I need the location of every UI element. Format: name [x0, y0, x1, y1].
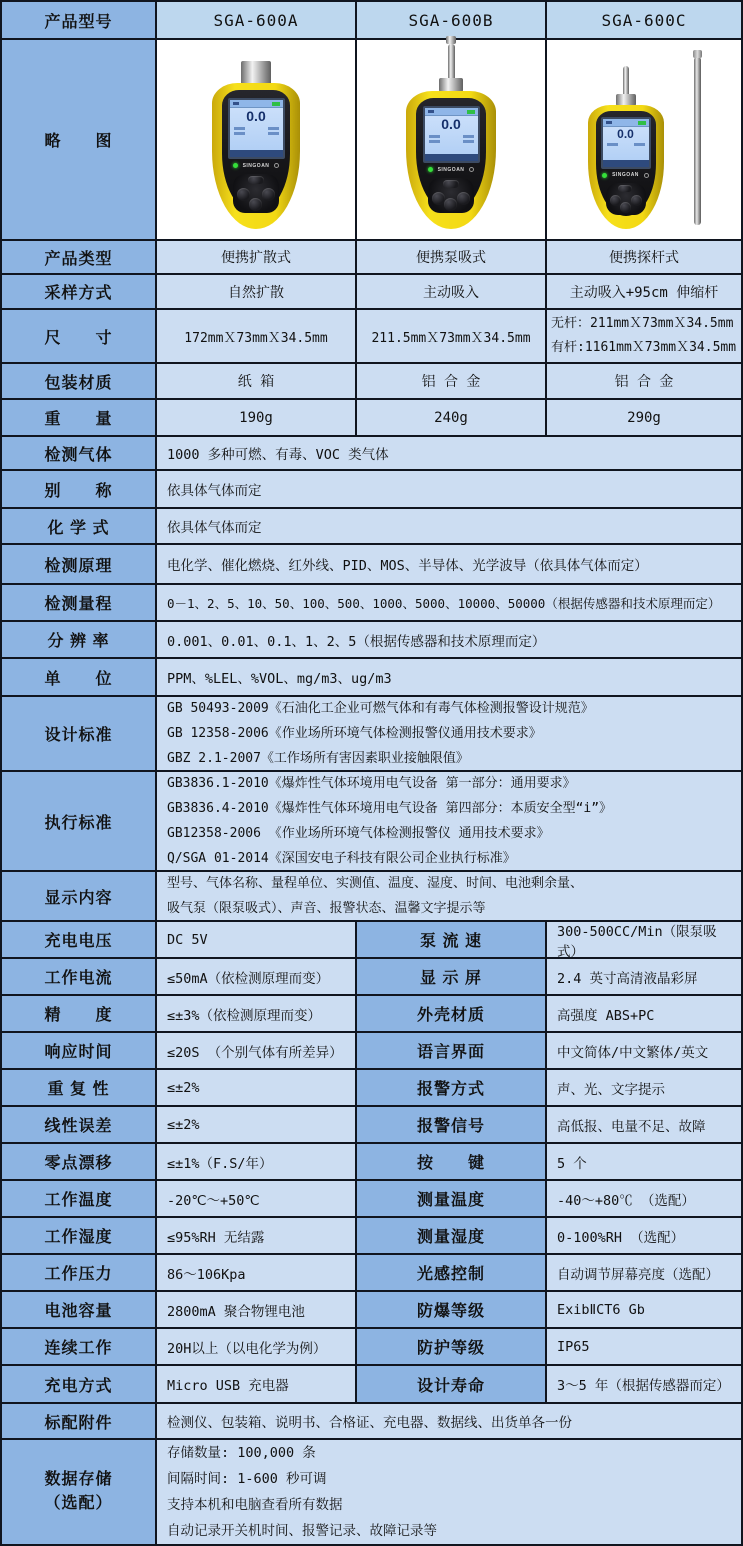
- table-row: [2, 872, 741, 922]
- row-label: 显示内容: [2, 872, 157, 920]
- right-button: [631, 195, 642, 206]
- table-row: [2, 545, 741, 585]
- row-label: 外壳材质: [357, 996, 547, 1031]
- row-value: DC 5V: [157, 922, 357, 957]
- screen-status-bar: [230, 100, 283, 108]
- device-panel: [416, 98, 486, 213]
- product-model-c: SGA-600C: [547, 2, 741, 38]
- row-value: 1000 多种可燃、有毒、VOC 类气体: [157, 437, 741, 469]
- row-value: ≤±3%（依检测原理而变）: [157, 996, 357, 1031]
- screen-date-bar: [425, 154, 478, 161]
- row-label: 产品型号: [2, 2, 157, 38]
- left-button: [610, 195, 621, 206]
- row-value: 3～5 年（根据传感器而定）: [547, 1366, 741, 1402]
- row-value: 依具体气体而定: [157, 471, 741, 507]
- row-value: 高低报、电量不足、故障: [547, 1107, 741, 1142]
- row-value: 300-500CC/Min（限泵吸式）: [547, 922, 741, 957]
- row-label: 设计标准: [2, 697, 157, 770]
- row-label: 响应时间: [2, 1033, 157, 1068]
- probe-tube: [623, 66, 629, 94]
- product-photo-sga600a: [157, 40, 357, 239]
- brand-label: SINGOAN: [437, 166, 465, 173]
- power-icon: [644, 173, 649, 178]
- device-panel: [596, 111, 656, 216]
- device-screen: [228, 98, 285, 159]
- row-value: 中文简体/中文繁体/英文: [547, 1033, 741, 1068]
- row-value: 211.5mmＸ73mmＸ34.5mm: [357, 310, 547, 362]
- row-value: ≤±2%: [157, 1107, 357, 1142]
- table-row: [2, 1440, 741, 1544]
- row-label: 报警方式: [357, 1070, 547, 1105]
- device-sga600c: [588, 66, 664, 229]
- row-value: ≤20S （个别气体有所差异）: [157, 1033, 357, 1068]
- row-value: ≤50mA（依检测原理而变）: [157, 959, 357, 994]
- table-row: [2, 1404, 741, 1440]
- row-label: 执行标准: [2, 772, 157, 870]
- row-value: IP65: [547, 1329, 741, 1364]
- button-cluster: [606, 183, 646, 215]
- row-label: 防护等级: [357, 1329, 547, 1364]
- row-value: GB3836.1-2010《爆炸性气体环境用电气设备 第一部分：通用要求》 GB3836.4-2010《爆炸性气体环境用电气设备 第四部分：本质安全型“i”》 GB12358-2006 《作业场所环境气体检测报警仪 通用技术要求》 Q/SGA 01-2014《深国安电子科技有限公司企业执行标准》: [157, 772, 741, 870]
- menu-button: [618, 185, 632, 192]
- device-screen: [423, 106, 480, 163]
- power-icon: [469, 167, 474, 172]
- row-value: 190g: [157, 400, 357, 435]
- table-row: [2, 697, 741, 772]
- row-value: 便携泵吸式: [357, 241, 547, 273]
- battery-icon: [638, 121, 646, 125]
- power-icon: [274, 163, 279, 168]
- row-value: ≤±1%（F.S/年）: [157, 1144, 357, 1179]
- device-screen: [601, 117, 651, 169]
- row-label: 电池容量: [2, 1292, 157, 1327]
- row-label: 工作温度: [2, 1181, 157, 1216]
- led-indicator: [428, 167, 433, 172]
- row-value: 主动吸入: [357, 275, 547, 308]
- table-row: [2, 1218, 741, 1255]
- telescopic-rod: [694, 57, 701, 225]
- row-label: 数据存储 （选配）: [2, 1440, 157, 1544]
- row-value: Micro USB 充电器: [157, 1366, 357, 1402]
- row-value: 0-100%RH （选配）: [547, 1218, 741, 1253]
- screen-date-bar: [603, 160, 649, 167]
- product-model-b: SGA-600B: [357, 2, 547, 38]
- row-label: 化 学 式: [2, 509, 157, 543]
- table-row: [2, 509, 741, 545]
- row-value: 86～106Kpa: [157, 1255, 357, 1290]
- row-label: 按 键: [357, 1144, 547, 1179]
- row-value: 290g: [547, 400, 741, 435]
- table-row: [2, 2, 741, 40]
- row-value: 存储数量: 100,000 条 间隔时间: 1-600 秒可调 支持本机和电脑查看所有数据 自动记录开关机时间、报警记录、故障记录等: [157, 1440, 741, 1544]
- row-value: 172mmＸ73mmＸ34.5mm: [157, 310, 357, 362]
- row-value: 电化学、催化燃烧、红外线、PID、MOS、半导体、光学波导（依具体气体而定）: [157, 545, 741, 583]
- row-value: 便携扩散式: [157, 241, 357, 273]
- table-row: [2, 437, 741, 471]
- enter-button: [444, 198, 457, 211]
- table-row: [2, 1329, 741, 1366]
- device-panel: [222, 90, 290, 213]
- row-value: 高强度 ABS+PC: [547, 996, 741, 1031]
- table-row: [2, 1144, 741, 1181]
- table-row: [2, 659, 741, 697]
- battery-icon: [272, 102, 280, 106]
- table-row: [2, 772, 741, 872]
- row-value: -40～+80℃ （选配）: [547, 1181, 741, 1216]
- device-shell: [212, 83, 300, 229]
- row-label: 检测气体: [2, 437, 157, 469]
- rod-tip: [693, 50, 702, 58]
- row-value: 20H以上（以电化学为例）: [157, 1329, 357, 1364]
- row-label: 检测量程: [2, 585, 157, 620]
- product-model-a: SGA-600A: [157, 2, 357, 38]
- row-value: 自动调节屏幕亮度（选配）: [547, 1255, 741, 1290]
- enter-button: [249, 198, 262, 211]
- row-label: 零点漂移: [2, 1144, 157, 1179]
- table-row: [2, 364, 741, 400]
- row-value: 无杆：211mmＸ73mmＸ34.5mm 有杆:1161mmＸ73mmＸ34.5mm: [547, 310, 741, 362]
- row-label: 采样方式: [2, 275, 157, 308]
- menu-button: [248, 176, 264, 184]
- table-row: [2, 1292, 741, 1329]
- row-value: 5 个: [547, 1144, 741, 1179]
- table-row: [2, 275, 741, 310]
- table-row: [2, 1366, 741, 1404]
- row-label: 测量温度: [357, 1181, 547, 1216]
- row-label: 产品类型: [2, 241, 157, 273]
- row-value: 便携探杆式: [547, 241, 741, 273]
- row-label: 略 图: [2, 40, 157, 239]
- table-row: [2, 1181, 741, 1218]
- menu-button: [443, 180, 459, 188]
- row-label: 精 度: [2, 996, 157, 1031]
- product-photo-sga600b: [357, 40, 547, 239]
- table-row: [2, 1070, 741, 1107]
- row-value: ≤95%RH 无结露: [157, 1218, 357, 1253]
- row-value: 检测仪、包装箱、说明书、合格证、充电器、数据线、出货单各一份: [157, 1404, 741, 1438]
- right-button: [457, 192, 470, 205]
- row-value: GB 50493-2009《石油化工企业可燃气体和有毒气体检测报警设计规范》 GB 12358-2006《作业场所环境气体检测报警仪通用技术要求》 GBZ 2.1-2007《工作场所有害因素职业接触限值》: [157, 697, 741, 770]
- screen-reading: 0.0: [617, 127, 634, 141]
- led-indicator: [233, 163, 238, 168]
- table-row: [2, 959, 741, 996]
- row-value: 主动吸入+95cm 伸缩杆: [547, 275, 741, 308]
- row-label: 分 辨 率: [2, 622, 157, 657]
- table-row: [2, 622, 741, 659]
- device-sga600a: [212, 61, 300, 229]
- row-label: 显 示 屏: [357, 959, 547, 994]
- brand-label: SINGOAN: [612, 172, 639, 178]
- row-label: 单 位: [2, 659, 157, 695]
- row-label: 线性误差: [2, 1107, 157, 1142]
- screen-status-bar: [425, 108, 478, 116]
- row-value: 2800mA 聚合物锂电池: [157, 1292, 357, 1327]
- enter-button: [620, 202, 631, 213]
- table-row: [2, 922, 741, 959]
- device-sga600b: [406, 36, 496, 229]
- right-button: [262, 188, 275, 201]
- device-shell: [406, 91, 496, 229]
- product-photo-sga600c: [547, 40, 741, 239]
- table-row: [2, 1255, 741, 1292]
- row-value: 铝 合 金: [547, 364, 741, 398]
- row-value: 2.4 英寸高清液晶彩屏: [547, 959, 741, 994]
- button-cluster: [428, 178, 474, 213]
- screen-status-bar: [603, 119, 649, 127]
- brand-label: SINGOAN: [242, 162, 270, 169]
- probe-tube: [448, 44, 455, 78]
- row-value: 自然扩散: [157, 275, 357, 308]
- screen-date-bar: [230, 150, 283, 157]
- probe-tip: [446, 36, 456, 44]
- led-indicator: [602, 173, 607, 178]
- left-button: [237, 188, 250, 201]
- row-value: 240g: [357, 400, 547, 435]
- row-label: 别 称: [2, 471, 157, 507]
- row-label: 工作电流: [2, 959, 157, 994]
- row-label: 重 复 性: [2, 1070, 157, 1105]
- screen-reading: 0.0: [246, 108, 266, 124]
- table-row: [2, 585, 741, 622]
- row-label: 工作压力: [2, 1255, 157, 1290]
- row-value: 铝 合 金: [357, 364, 547, 398]
- row-value: ≤±2%: [157, 1070, 357, 1105]
- row-label: 包装材质: [2, 364, 157, 398]
- sensor-cap: [241, 61, 271, 85]
- row-label: 语言界面: [357, 1033, 547, 1068]
- table-row: [2, 1033, 741, 1070]
- table-row: [2, 241, 741, 275]
- row-label: 尺 寸: [2, 310, 157, 362]
- row-value: PPM、%LEL、%VOL、mg/m3、ug/m3: [157, 659, 741, 695]
- row-label: 设计寿命: [357, 1366, 547, 1402]
- table-row: [2, 40, 741, 241]
- row-label: 测量湿度: [357, 1218, 547, 1253]
- row-value: 0－1、2、5、10、50、100、500、1000、5000、10000、50000（根据传感器和技术原理而定）: [157, 585, 741, 620]
- battery-icon: [467, 110, 475, 114]
- button-cluster: [233, 174, 279, 213]
- row-label: 泵 流 速: [357, 922, 547, 957]
- table-row: [2, 471, 741, 509]
- row-label: 防爆等级: [357, 1292, 547, 1327]
- row-label: 充电方式: [2, 1366, 157, 1402]
- row-label: 报警信号: [357, 1107, 547, 1142]
- row-label: 检测原理: [2, 545, 157, 583]
- row-label: 连续工作: [2, 1329, 157, 1364]
- row-label: 充电电压: [2, 922, 157, 957]
- table-row: [2, 996, 741, 1033]
- table-row: [2, 1107, 741, 1144]
- row-label: 重 量: [2, 400, 157, 435]
- row-value: ExibⅡCT6 Gb: [547, 1292, 741, 1327]
- row-label: 工作湿度: [2, 1218, 157, 1253]
- row-value: 0.001、0.01、0.1、1、2、5（根据传感器和技术原理而定）: [157, 622, 741, 657]
- row-value: 声、光、文字提示: [547, 1070, 741, 1105]
- row-label: 标配附件: [2, 1404, 157, 1438]
- row-value: -20℃～+50℃: [157, 1181, 357, 1216]
- row-value: 型号、气体名称、量程单位、实测值、温度、湿度、时间、电池剩余量、 吸气泵（限泵吸式）、声音、报警状态、温馨文字提示等: [157, 872, 741, 920]
- table-row: [2, 310, 741, 364]
- row-value: 纸 箱: [157, 364, 357, 398]
- device-shell: [588, 105, 664, 229]
- table-row: [2, 400, 741, 437]
- row-label: 光感控制: [357, 1255, 547, 1290]
- screen-reading: 0.0: [441, 116, 461, 132]
- row-value: 依具体气体而定: [157, 509, 741, 543]
